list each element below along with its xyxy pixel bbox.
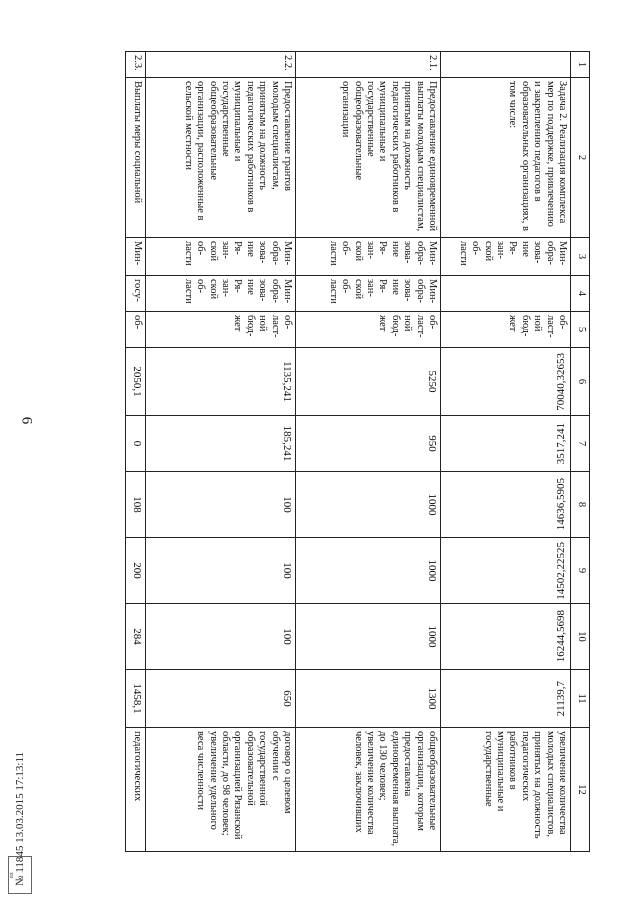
cell-activity: Выплаты меры социальной <box>126 78 146 238</box>
cell-source: об- <box>126 312 146 348</box>
cell-source: об-ласт-ной бюд-жет <box>146 312 296 348</box>
program-table <box>125 51 590 852</box>
cell-2015: 0 <box>126 416 146 472</box>
document-number: № 11845 13.03.2015 17:13:11 <box>14 751 26 886</box>
cell-2016: 14636,5905 <box>441 472 571 538</box>
col-header: 7 <box>571 416 590 472</box>
table-row <box>441 52 571 852</box>
cell-executor: Мин- <box>126 238 146 276</box>
cell-2015: 3517,241 <box>441 416 571 472</box>
cell-index: 2.2. <box>146 52 296 78</box>
col-header: 1 <box>571 52 590 78</box>
cell-index <box>441 52 571 78</box>
cell-2017: 200 <box>126 538 146 604</box>
cell-2016: 100 <box>146 472 296 538</box>
cell-indicator: увеличение количества молодых специалистов, принятых на должность педагогических работников в муниципальные и государственные <box>441 728 571 852</box>
cell-2018: 284 <box>126 604 146 670</box>
cell-2019: 21139,7 <box>441 670 571 728</box>
col-header: 12 <box>571 728 590 852</box>
col-header: 4 <box>571 276 590 312</box>
cell-executor: Мин-обра-зова-ние Ря-зан-ской об-ласти <box>146 238 296 276</box>
cell-source: об-ласт-ной бюд-жет <box>296 312 441 348</box>
col-header: 11 <box>571 670 590 728</box>
cell-index: 2.3. <box>126 52 146 78</box>
cell-2019: 650 <box>146 670 296 728</box>
cell-indicator: договор о целевом обучении с государственной образовательной организацией Рязанской области, до 98 человек; увеличение удельного веса численности <box>146 728 296 852</box>
cell-2016: 1000 <box>296 472 441 538</box>
cell-2016: 108 <box>126 472 146 538</box>
registration-stamp: вх <box>8 856 32 894</box>
cell-2017: 1000 <box>296 538 441 604</box>
col-header: 3 <box>571 238 590 276</box>
cell-2017: 14502,22525 <box>441 538 571 604</box>
page-number: 6 <box>18 416 35 425</box>
cell-2019: 1300 <box>296 670 441 728</box>
table-row <box>146 52 296 852</box>
cell-2018: 16244,5698 <box>441 604 571 670</box>
cell-2015: 950 <box>296 416 441 472</box>
cell-activity: Предоставление грантов молодым специалистам, принятым на должность педагогических работников в муниципальные и государственные общеобразовательные организации, расположенные в сельской местности <box>146 78 296 238</box>
cell-2017: 100 <box>146 538 296 604</box>
cell-recipient: госу- <box>126 276 146 312</box>
col-header: 2 <box>571 78 590 238</box>
cell-2019: 1458,1 <box>126 670 146 728</box>
cell-recipient: Мин-обра-зова-ние Ря-зан-ской об-ласти <box>296 276 441 312</box>
cell-total: 70040,32653 <box>441 348 571 416</box>
cell-executor: Мин-обра-зова-ние Ря-зан-ской об-ласти <box>296 238 441 276</box>
col-header: 5 <box>571 312 590 348</box>
cell-2018: 100 <box>146 604 296 670</box>
cell-total: 2050,1 <box>126 348 146 416</box>
cell-activity: Задача 2. Реализация комплекса мер по поддержке, привлечению и закреплению педагогов в образовательных организациях, в том числе: <box>441 78 571 238</box>
col-header: 9 <box>571 538 590 604</box>
cell-2015: 185,241 <box>146 416 296 472</box>
col-header: 8 <box>571 472 590 538</box>
rotated-document <box>50 51 590 851</box>
cell-total: 1135,241 <box>146 348 296 416</box>
cell-2018: 1000 <box>296 604 441 670</box>
table-row <box>126 52 146 852</box>
col-header: 6 <box>571 348 590 416</box>
cell-index: 2.1. <box>296 52 441 78</box>
cell-executor: Мин-обра-зова-ние Ря-зан-ской об-ласти <box>441 238 571 276</box>
cell-indicator: общеобразовательные организации, которым предоставлена единовременная выплата, до 130 человек; увеличение количества человек, заключивших <box>296 728 441 852</box>
cell-recipient: Мин-обра-зова-ние Ря-зан-ской об-ласти <box>146 276 296 312</box>
col-header: 10 <box>571 604 590 670</box>
table-header-row <box>571 52 590 852</box>
table-row <box>296 52 441 852</box>
cell-total: 5250 <box>296 348 441 416</box>
cell-recipient <box>441 276 571 312</box>
cell-activity: Предоставление единовременной выплаты молодым специалистам, принятым на должность педагогических работников в муниципальные и государственные общеобразовательные организации <box>296 78 441 238</box>
cell-source: об-ласт-ной бюд-жет <box>441 312 571 348</box>
cell-indicator: педагогических <box>126 728 146 852</box>
